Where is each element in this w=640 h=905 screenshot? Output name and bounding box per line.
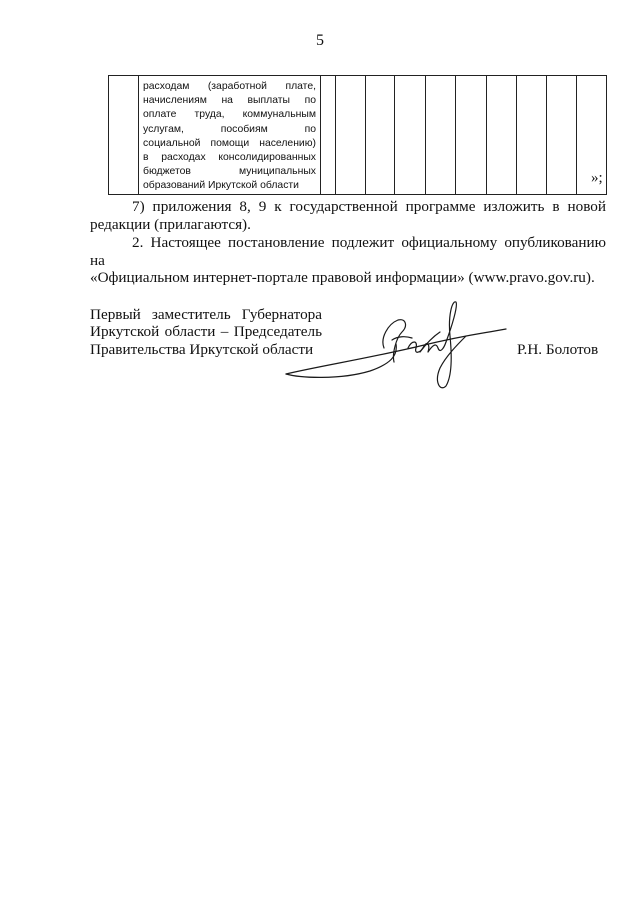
table-cell: [109, 76, 139, 195]
cell-line: в расходах консолидированных: [143, 152, 316, 164]
table-cell: [336, 76, 366, 195]
cell-line: бюджетов муниципальных: [143, 166, 316, 178]
paragraph-line: 7) приложения 8, 9 к государственной программе изложить в новой: [132, 198, 606, 215]
table-cell: [321, 76, 336, 195]
paragraph-item-2: [90, 234, 606, 287]
table-cell: [547, 76, 577, 195]
cell-line: начислениям на выплаты по: [143, 95, 316, 107]
signer-title-line: Иркутской области – Председатель: [90, 323, 322, 341]
signer-title-line: Первый заместитель Губернатора: [90, 306, 322, 323]
cell-line: социальной помощи населению): [143, 137, 316, 149]
handwritten-signature: [280, 296, 510, 396]
table-cell-indicator: [139, 76, 321, 195]
table-cell: [456, 76, 487, 195]
table-cell: [487, 76, 517, 195]
paragraph-line: «Официальном интернет-портале правовой информации» (www.pravo.gov.ru).: [90, 269, 595, 286]
cell-line: расходам (заработной плате,: [143, 81, 316, 92]
continuation-table: [108, 75, 607, 195]
signer-title-line: Правительства Иркутской области: [90, 340, 314, 358]
table-cell: [395, 76, 426, 195]
table-cell: [517, 76, 547, 195]
cell-line: оплате труда, коммунальным: [143, 109, 316, 121]
table-cell: [366, 76, 395, 195]
paragraph-line: редакции (прилагаются).: [90, 215, 251, 233]
table-cell: [426, 76, 456, 195]
paragraph-line: 2. Настоящее постановление подлежит официальному опубликованию на: [90, 234, 606, 269]
page-number: 5: [316, 32, 324, 49]
table-row: [109, 76, 607, 195]
closing-quote-mark: »;: [591, 170, 603, 186]
cell-line: образований Иркутской области: [143, 180, 299, 192]
paragraph-item-7: [90, 198, 606, 233]
cell-line: услугам, пособиям по: [143, 123, 316, 135]
signer-name: Р.Н. Болотов: [517, 341, 599, 358]
